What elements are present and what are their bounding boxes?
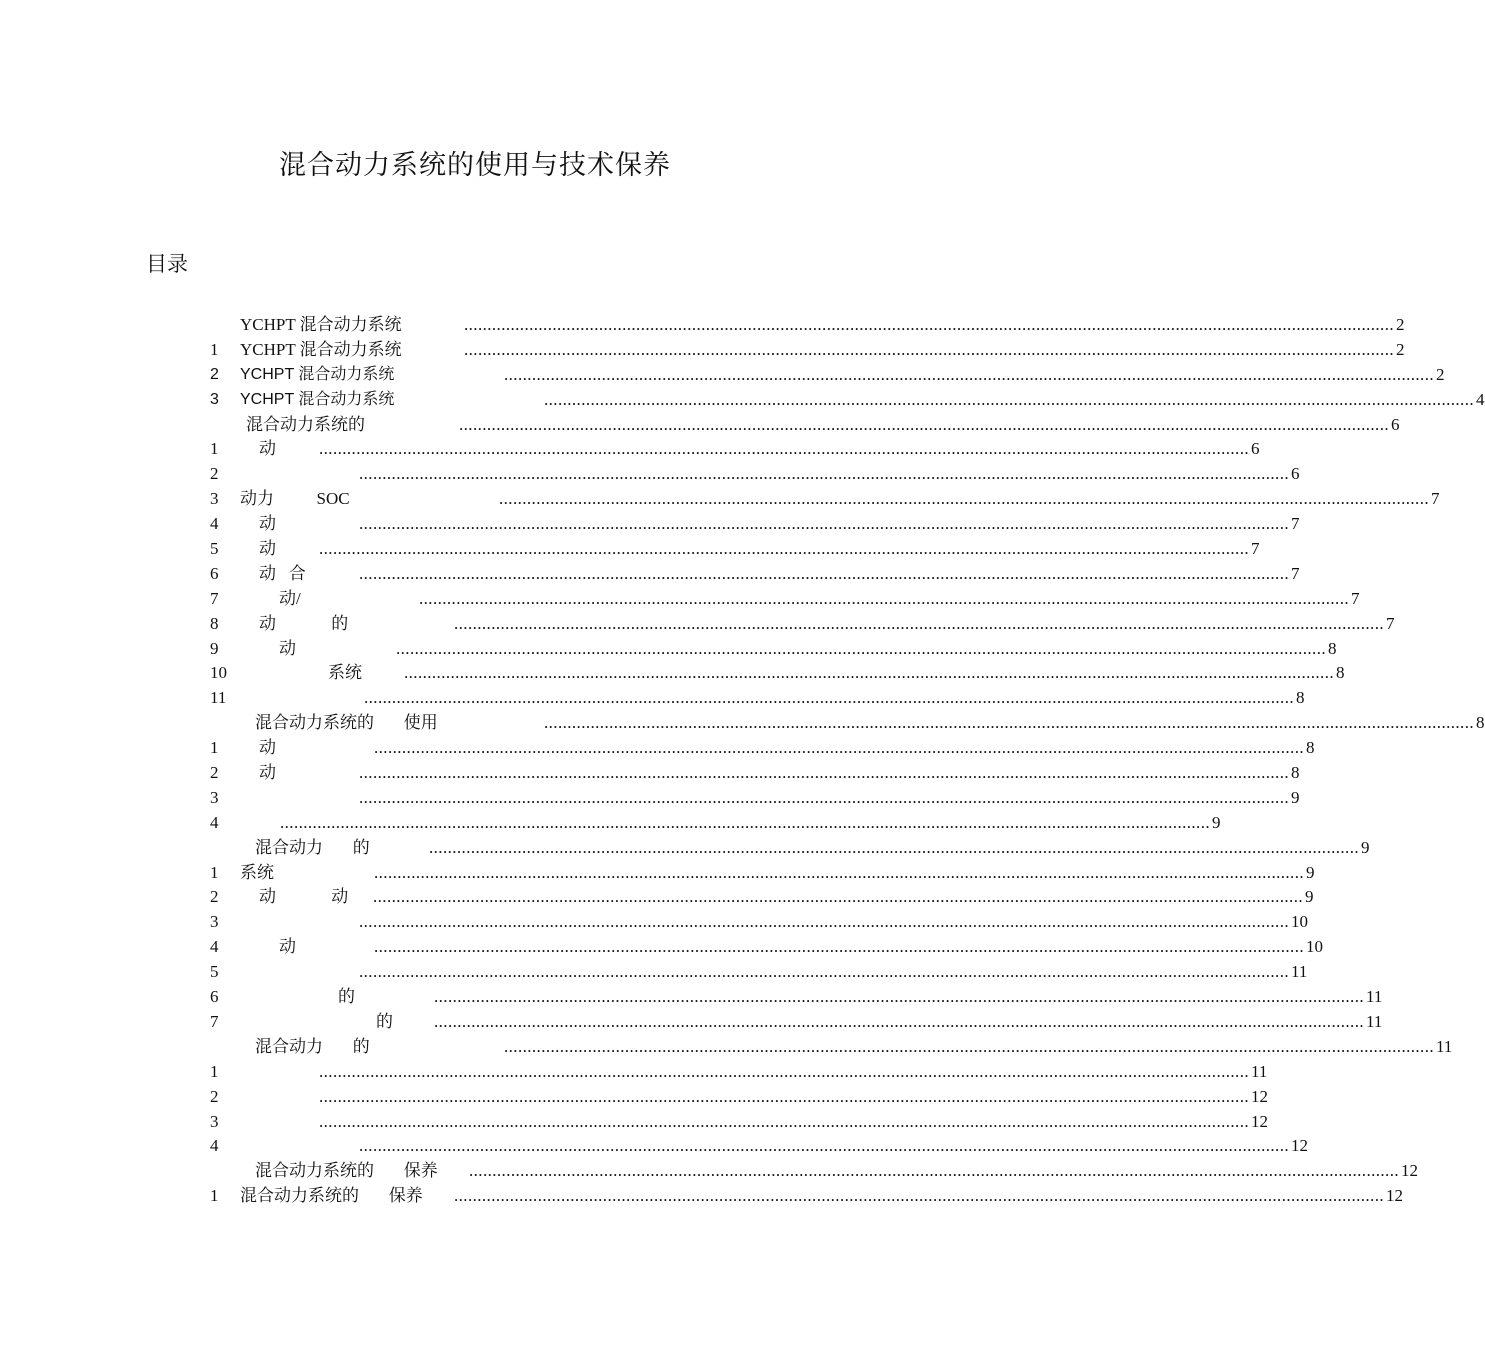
toc-entry-number: 10	[210, 663, 227, 683]
toc-entry-number: 3	[210, 1111, 219, 1131]
dot-leader: ........................................................................................................................................................................................................	[499, 489, 1429, 509]
toc-entry[interactable]	[0, 462, 1300, 487]
toc-entry-label: 混合动力系统的 使用	[255, 713, 438, 733]
dot-leader: ........................................................................................................................................................................................................	[464, 315, 1394, 334]
toc-entry-leader	[373, 885, 1314, 910]
toc-entry[interactable]	[0, 1134, 1308, 1159]
dot-leader: ........................................................................................................................................................................................................	[319, 1086, 1249, 1106]
toc-entry-label: 动/	[279, 588, 301, 608]
toc-entry[interactable]	[0, 562, 1300, 587]
dot-leader: ........................................................................................................................................................................................................	[374, 862, 1304, 882]
toc-entry[interactable]	[0, 885, 1314, 910]
toc-entry-label: 动力 SOC	[240, 489, 350, 509]
toc-entry-leader	[459, 413, 1400, 438]
toc-entry-page: 9	[1291, 787, 1300, 807]
dot-leader: ........................................................................................................................................................................................................	[464, 339, 1394, 359]
toc-entry[interactable]	[0, 910, 1308, 935]
toc-entry-leader	[504, 1035, 1453, 1060]
toc-entry-page: 11	[1436, 1036, 1453, 1056]
toc-entry[interactable]	[0, 1035, 1453, 1060]
toc-entry-number: 2	[210, 887, 219, 907]
dot-leader: ........................................................................................................................................................................................................	[359, 763, 1289, 783]
toc-entry-label: 混合动力 的	[255, 1036, 370, 1056]
toc-entry-leader	[454, 1184, 1403, 1209]
toc-entry-leader	[359, 761, 1300, 786]
toc-entry-number: 6	[210, 987, 219, 1007]
toc-entry-page: 6	[1291, 464, 1300, 484]
toc-entry-page: 12	[1386, 1186, 1403, 1206]
toc-entry-page: 6	[1391, 414, 1400, 434]
toc-entry-label: 系统	[240, 862, 274, 882]
toc-entry-number: 4	[210, 1136, 219, 1156]
toc-entry-leader	[359, 786, 1300, 811]
dot-leader: ........................................................................................................................................................................................................	[359, 787, 1289, 807]
toc-entry[interactable]	[0, 338, 1405, 363]
toc-entry-leader	[429, 836, 1370, 861]
toc-entry-page: 12	[1401, 1161, 1418, 1181]
toc-entry-number: 7	[210, 1011, 219, 1031]
dot-leader: ........................................................................................................................................................................................................	[404, 663, 1334, 683]
toc-entry-number: 2	[210, 464, 219, 484]
toc-entry-page: 2	[1396, 339, 1405, 359]
toc-entry-label: 的	[376, 1011, 393, 1031]
toc-entry-number: 1	[210, 439, 219, 459]
toc-entry[interactable]	[0, 363, 1445, 388]
toc-entry-number: 9	[210, 638, 219, 658]
toc-entry[interactable]	[0, 612, 1395, 637]
dot-leader: ........................................................................................................................................................................................................	[504, 364, 1434, 384]
toc-entry[interactable]	[0, 413, 1400, 438]
dot-leader: ........................................................................................................................................................................................................	[359, 912, 1289, 932]
toc-entry-page: 12	[1291, 1136, 1308, 1156]
toc-entry-leader	[280, 811, 1221, 836]
dot-leader: ........................................................................................................................................................................................................	[319, 1111, 1249, 1131]
toc-entry-number: 4	[210, 812, 219, 832]
toc-entry-label: 动 合	[259, 563, 306, 583]
toc-entry[interactable]	[0, 736, 1315, 761]
toc-entry-label: YCHPT 混合动力系统	[240, 390, 395, 408]
dot-leader: ........................................................................................................................................................................................................	[469, 1161, 1399, 1181]
toc-entry-leader	[454, 612, 1395, 637]
toc-entry-label: 混合动力系统的	[246, 414, 365, 434]
toc-entry-page: 8	[1291, 763, 1300, 783]
toc-entry-leader	[319, 1110, 1268, 1135]
toc-entry-leader	[434, 985, 1383, 1010]
toc-entry-number: 4	[210, 514, 219, 534]
toc-entry[interactable]	[0, 1060, 1268, 1085]
toc-entry-page: 6	[1251, 439, 1260, 459]
toc-entry[interactable]	[0, 437, 1260, 462]
dot-leader: ........................................................................................................................................................................................................	[359, 563, 1289, 583]
toc-entry-page: 11	[1251, 1061, 1268, 1081]
toc-entry[interactable]	[0, 637, 1337, 662]
toc-entry-page: 2	[1396, 315, 1405, 334]
toc-entry-label: 动 动	[259, 887, 349, 907]
toc-entry-leader	[359, 462, 1300, 487]
toc-entry-number: 2	[210, 365, 219, 383]
toc-entry[interactable]	[0, 1184, 1403, 1209]
toc-entry-label: 动	[259, 738, 276, 758]
toc-entry-number: 8	[210, 613, 219, 633]
toc-entry-page: 7	[1291, 563, 1300, 583]
toc-entry-leader	[374, 736, 1315, 761]
toc-entry-label: 动	[259, 763, 276, 783]
toc-entry-leader	[359, 910, 1308, 935]
toc-entry[interactable]	[0, 313, 1405, 338]
toc-entry-number: 1	[210, 339, 219, 359]
toc-entry-leader	[374, 861, 1315, 886]
toc-entry-number: 1	[210, 1061, 219, 1081]
toc-entry-page: 7	[1431, 489, 1440, 509]
dot-leader: ........................................................................................................................................................................................................	[434, 987, 1364, 1007]
toc-entry-number: 5	[210, 539, 219, 559]
toc-entry-label: YCHPT 混合动力系统	[240, 365, 395, 383]
toc-entry[interactable]	[0, 512, 1300, 537]
toc-entry-leader	[544, 388, 1485, 413]
toc-entry-page: 12	[1251, 1111, 1268, 1131]
toc-entry[interactable]	[0, 1110, 1268, 1135]
dot-leader: ........................................................................................................................................................................................................	[544, 389, 1474, 409]
toc-entry-page: 8	[1296, 688, 1305, 708]
dot-leader: ........................................................................................................................................................................................................	[374, 738, 1304, 758]
toc-entry-leader	[404, 661, 1345, 686]
toc-entry-page: 7	[1291, 514, 1300, 534]
dot-leader: ........................................................................................................................................................................................................	[419, 588, 1349, 608]
toc-entry-leader	[374, 935, 1323, 960]
toc-entry-label: 动	[279, 638, 296, 658]
toc-entry[interactable]	[0, 1085, 1268, 1110]
dot-leader: ........................................................................................................................................................................................................	[319, 1061, 1249, 1081]
dot-leader: ........................................................................................................................................................................................................	[359, 464, 1289, 484]
toc-entry-leader	[359, 1134, 1308, 1159]
toc-entry-number: 3	[210, 390, 219, 408]
toc-entry-leader	[319, 1060, 1268, 1085]
toc-entry[interactable]	[0, 661, 1345, 686]
toc-entry-label: 混合动力 的	[255, 837, 370, 857]
toc-entry-number: 7	[210, 588, 219, 608]
toc-entry-label: YCHPT 混合动力系统	[240, 339, 402, 359]
dot-leader: ........................................................................................................................................................................................................	[319, 539, 1249, 559]
toc-entry[interactable]	[0, 1159, 1418, 1184]
toc-entry-number: 5	[210, 962, 219, 982]
toc-entry-leader	[364, 686, 1305, 711]
toc-entry[interactable]	[0, 537, 1260, 562]
toc-entry-number: 1	[210, 862, 219, 882]
toc-entry-label: 动	[259, 539, 276, 559]
toc-entry-page: 8	[1328, 638, 1337, 658]
toc-entry-page: 10	[1291, 912, 1308, 932]
toc-entry-number: 1	[210, 738, 219, 758]
toc-heading: 目录	[146, 252, 188, 276]
dot-leader: ........................................................................................................................................................................................................	[396, 638, 1326, 658]
toc-entry-label: 动 的	[259, 613, 349, 633]
toc-entry-page: 7	[1251, 539, 1260, 559]
toc-entry[interactable]	[0, 861, 1315, 886]
toc-entry-page: 8	[1476, 713, 1485, 733]
toc-entry-leader	[396, 637, 1337, 662]
dot-leader: ........................................................................................................................................................................................................	[459, 414, 1389, 434]
toc-entry-leader	[499, 487, 1440, 512]
toc-entry[interactable]	[0, 935, 1323, 960]
toc-entry-leader	[464, 313, 1405, 338]
toc-entry-page: 7	[1351, 588, 1360, 608]
dot-leader: ........................................................................................................................................................................................................	[373, 887, 1303, 907]
dot-leader: ........................................................................................................................................................................................................	[454, 613, 1384, 633]
dot-leader: ........................................................................................................................................................................................................	[280, 812, 1210, 832]
dot-leader: ........................................................................................................................................................................................................	[359, 962, 1289, 982]
toc-entry-page: 8	[1306, 738, 1315, 758]
toc-entry-page: 7	[1386, 613, 1395, 633]
toc-entry[interactable]	[0, 960, 1308, 985]
toc-entry-leader	[419, 587, 1360, 612]
toc-entry-number: 2	[210, 1086, 219, 1106]
toc-entry-page: 8	[1336, 663, 1345, 683]
toc-entry-page: 11	[1366, 987, 1383, 1007]
toc-entry-number: 11	[210, 688, 227, 708]
toc-entry[interactable]	[0, 388, 1485, 413]
toc-entry-number: 2	[210, 763, 219, 783]
toc-entry-number: 3	[210, 489, 219, 509]
dot-leader: ........................................................................................................................................................................................................	[454, 1186, 1384, 1206]
dot-leader: ........................................................................................................................................................................................................	[319, 439, 1249, 459]
toc-entry-leader	[319, 437, 1260, 462]
toc-entry-page: 11	[1366, 1011, 1383, 1031]
toc-entry-page: 11	[1291, 962, 1308, 982]
toc-entry-page: 9	[1305, 887, 1314, 907]
toc-entry-page: 2	[1436, 364, 1445, 384]
toc-entry-number: 3	[210, 912, 219, 932]
dot-leader: ........................................................................................................................................................................................................	[504, 1036, 1434, 1056]
toc-entry-page: 4	[1476, 389, 1485, 409]
toc-entry[interactable]	[0, 1010, 1383, 1035]
toc-entry-leader	[434, 1010, 1383, 1035]
toc-entry-leader	[359, 562, 1300, 587]
toc-entry-page: 10	[1306, 937, 1323, 957]
toc-entry-label: 动	[259, 514, 276, 534]
toc-entry-label: YCHPT 混合动力系统	[240, 315, 402, 334]
toc-entry-page: 9	[1361, 837, 1370, 857]
toc-entry-label: 系统	[328, 663, 362, 683]
toc-entry-leader	[319, 1085, 1268, 1110]
toc-entry-page: 9	[1306, 862, 1315, 882]
toc-entry-leader	[359, 512, 1300, 537]
dot-leader: ........................................................................................................................................................................................................	[359, 1136, 1289, 1156]
toc-entry-label: 动	[259, 439, 276, 459]
table-of-contents	[0, 313, 1485, 1209]
toc-entry[interactable]	[0, 711, 1485, 736]
dot-leader: ........................................................................................................................................................................................................	[429, 837, 1359, 857]
toc-entry-label: 混合动力系统的 保养	[255, 1161, 438, 1181]
toc-entry-page: 9	[1212, 812, 1221, 832]
dot-leader: ........................................................................................................................................................................................................	[544, 713, 1474, 733]
dot-leader: ........................................................................................................................................................................................................	[359, 514, 1289, 534]
toc-entry[interactable]	[0, 686, 1305, 711]
toc-entry[interactable]	[0, 761, 1300, 786]
toc-entry[interactable]	[0, 836, 1370, 861]
toc-entry-number: 1	[210, 1186, 219, 1206]
toc-entry-leader	[359, 960, 1308, 985]
dot-leader: ........................................................................................................................................................................................................	[374, 937, 1304, 957]
dot-leader: ........................................................................................................................................................................................................	[364, 688, 1294, 708]
toc-entry[interactable]	[0, 786, 1300, 811]
toc-entry-leader	[504, 363, 1445, 388]
toc-entry-leader	[469, 1159, 1418, 1184]
toc-entry[interactable]	[0, 811, 1221, 836]
toc-entry-label: 的	[338, 987, 355, 1007]
dot-leader: ........................................................................................................................................................................................................	[434, 1011, 1364, 1031]
toc-entry-leader	[319, 537, 1260, 562]
document-title: 混合动力系统的使用与技术保养	[279, 150, 671, 180]
toc-entry[interactable]	[0, 487, 1440, 512]
toc-entry-number: 4	[210, 937, 219, 957]
toc-entry-leader	[464, 338, 1405, 363]
toc-entry-page: 12	[1251, 1086, 1268, 1106]
toc-entry-leader	[544, 711, 1485, 736]
toc-entry-label: 混合动力系统的 保养	[240, 1186, 423, 1206]
toc-entry-label: 动	[279, 937, 296, 957]
toc-entry-number: 6	[210, 563, 219, 583]
toc-entry[interactable]	[0, 985, 1383, 1010]
toc-entry[interactable]	[0, 587, 1360, 612]
toc-entry-number: 3	[210, 787, 219, 807]
